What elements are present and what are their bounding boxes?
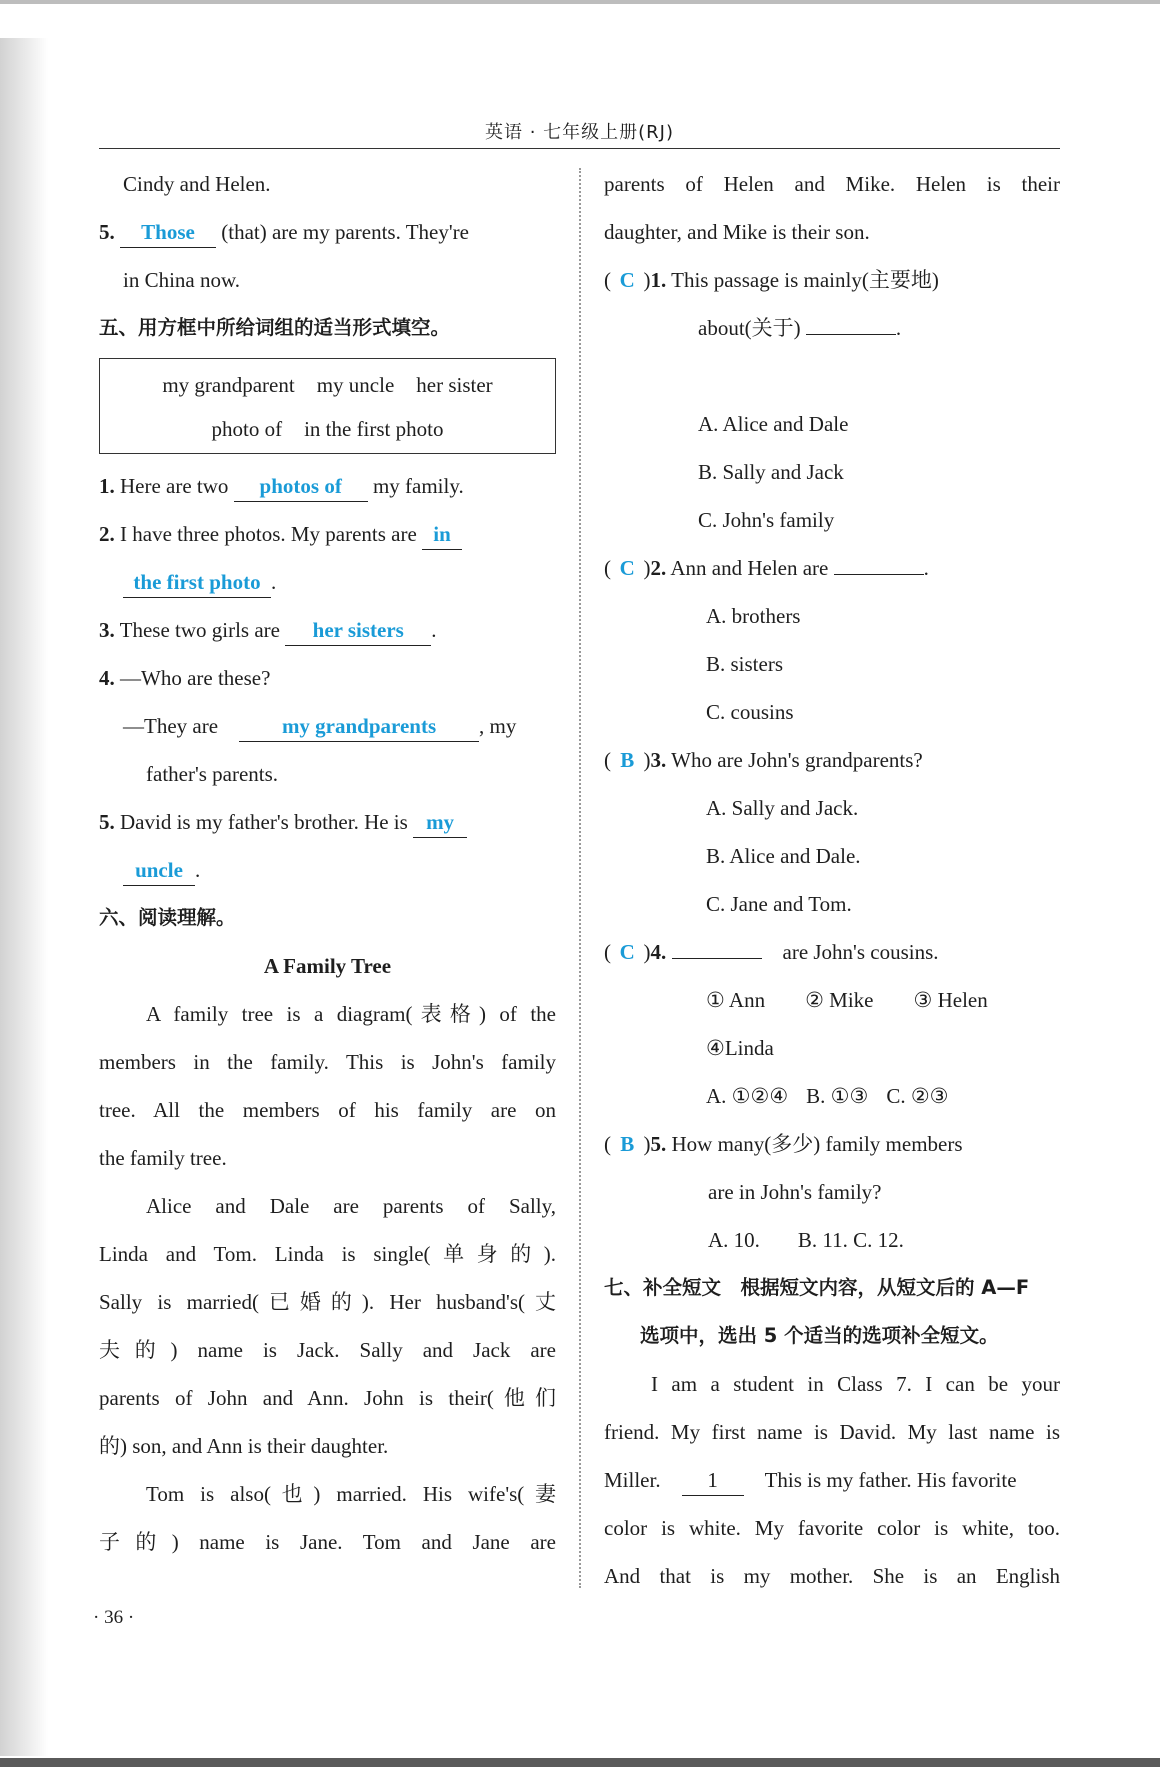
question-text: Who are John's grandparents?: [671, 748, 923, 772]
reading-question-4: ( C )4. are John's cousins.: [604, 928, 1060, 976]
passage-line: A family tree is a diagram(表格) of the: [146, 1002, 556, 1026]
answer-text: my grandparents: [281, 714, 437, 738]
name-option: ② Mike: [805, 988, 874, 1012]
question-text: about(关于): [698, 316, 801, 340]
text-line: Cindy and Helen.: [123, 172, 271, 196]
name-option: ④Linda: [706, 1036, 774, 1060]
answer-blank: [413, 807, 467, 838]
section-5-title: 五、用方框中所给词组的适当形式填空。: [99, 316, 451, 339]
word-option: her sister: [416, 373, 493, 397]
page-header: 英语 · 七年级上册(RJ): [484, 122, 675, 143]
word-box-row: [100, 409, 555, 449]
passage-line: Alice and Dale are parents of Sally,: [146, 1194, 556, 1218]
answer-text: uncle: [135, 858, 183, 882]
passage-line: 子的) name is Jane. Tom and Jane are: [99, 1530, 556, 1554]
question-text: , my: [479, 714, 517, 738]
answer-text: B: [620, 1132, 635, 1156]
fill-question-4-answer: [99, 702, 556, 750]
question-text: How many(多少) family members: [671, 1132, 963, 1156]
answer-blank: [672, 928, 762, 959]
name-option: ① Ann: [706, 988, 766, 1012]
passage-line: Sally is married(已婚的). Her husband's(丈: [99, 1290, 556, 1314]
fill-question-5-cont: uncle .: [99, 846, 556, 894]
option: C. ②③: [886, 1084, 949, 1108]
cloze-line: I am a student in Class 7. I can be your: [651, 1372, 1060, 1396]
question-number: 1.: [99, 474, 115, 498]
cloze-line: color is white. My favorite color is white, too.: [604, 1516, 1060, 1540]
option: B. 11.: [797, 1228, 848, 1252]
question-number: 4.: [99, 666, 115, 690]
reading-question-2: ( C )2. Ann and Helen are .: [604, 544, 1060, 592]
text-line: father's parents.: [146, 762, 279, 786]
question-text: Here are two: [120, 474, 229, 498]
name-option: ③ Helen: [913, 988, 988, 1012]
answer-text: the first photo: [133, 570, 261, 594]
question-number: 5.: [99, 220, 115, 244]
name-options: [604, 976, 1060, 1024]
option: B. Alice and Dale.: [706, 844, 861, 868]
option: C. cousins: [706, 700, 794, 724]
question-text: are John's cousins.: [782, 940, 939, 964]
word-box: [99, 358, 556, 454]
answer-text: B: [620, 748, 635, 772]
question-text: (that) are my parents. They're: [221, 220, 469, 244]
option: A. Sally and Jack.: [706, 796, 859, 820]
word-option: my grandparent: [162, 373, 295, 397]
passage-line: the family tree.: [99, 1146, 227, 1170]
cloze-line: [604, 1456, 1060, 1504]
answer-blank: [285, 615, 431, 646]
option: C. 12.: [853, 1228, 904, 1252]
cloze-line: And that is my mother. She is an English: [604, 1564, 1060, 1588]
question-number: 2.: [99, 522, 115, 546]
cloze-blank: [682, 1465, 744, 1496]
passage-line: parents of John and Ann. John is their(他们: [99, 1386, 556, 1410]
fill-question-5: [99, 798, 556, 846]
word-option: photo of: [211, 417, 283, 441]
option: B. ①③: [806, 1084, 869, 1108]
option: A. 10.: [708, 1228, 760, 1252]
question-text: This passage is mainly(主要地): [671, 268, 939, 292]
passage-line: members in the family. This is John's family: [99, 1050, 556, 1074]
reading-question-1: ( C )1. This passage is mainly(主要地): [604, 256, 1060, 304]
question-text: I have three photos. My parents are: [120, 522, 417, 546]
answer-blank: [239, 711, 479, 742]
question-text: —They are: [123, 714, 219, 738]
section-7-title-cont: 选项中，选出 5 个适当的选项补全短文。: [640, 1324, 999, 1347]
header-rule: [99, 148, 1060, 149]
question-number: 5.: [650, 1132, 667, 1156]
reading-question-3: ( B )3. Who are John's grandparents?: [604, 736, 1060, 784]
passage-line: 的) son, and Ann is their daughter.: [99, 1434, 389, 1458]
fill-question-1: [99, 462, 556, 510]
reading-question-5: ( B )5. How many(多少) family members: [604, 1120, 1060, 1168]
passage-title: A Family Tree: [263, 954, 392, 978]
question-text: David is my father's brother. He is: [120, 810, 408, 834]
answer-text: C: [619, 268, 635, 292]
answer-blank: [120, 217, 216, 248]
question-number: 3.: [99, 618, 115, 642]
option: B. sisters: [706, 652, 784, 676]
text-line: in China now.: [123, 268, 241, 292]
fill-question-4: [99, 654, 556, 702]
question-text: my family.: [372, 474, 464, 498]
answer-blank: [806, 304, 896, 335]
answer-text: C: [619, 940, 635, 964]
fill-question-2: [99, 510, 556, 558]
left-column: [99, 160, 556, 1566]
option: A. brothers: [706, 604, 801, 628]
answer-blank: [123, 567, 271, 598]
option: C. Jane and Tom.: [706, 892, 852, 916]
option: A. ①②④: [706, 1084, 789, 1108]
right-column: [604, 160, 1060, 1600]
section-7-title: 七、补全短文 根据短文内容，从短文后的 A—F: [604, 1276, 1030, 1299]
cloze-text: Miller.: [604, 1468, 661, 1492]
top-edge: [0, 0, 1160, 4]
passage-line: daughter, and Mike is their son.: [604, 220, 870, 244]
passage-line: tree. All the members of his family are on: [99, 1098, 556, 1122]
page-shadow: [0, 38, 48, 1756]
question-text: These two girls are: [119, 618, 280, 642]
answer-text: my: [426, 810, 455, 834]
passage-line: Tom is also(也) married. His wife's(妻: [146, 1482, 556, 1506]
question-text: are in John's family?: [708, 1180, 882, 1204]
answer-text: her sisters: [312, 618, 404, 642]
word-option: my uncle: [316, 373, 395, 397]
question-5: [99, 208, 556, 256]
cloze-text: This is my father. His favorite: [764, 1468, 1017, 1492]
passage-line: parents of Helen and Mike. Helen is their: [604, 172, 1060, 196]
fill-question-3: 3. These two girls are her sisters .: [99, 606, 556, 654]
options-row: [604, 1216, 1060, 1264]
answer-blank: [123, 855, 195, 886]
passage-line: Linda and Tom. Linda is single(单身的).: [99, 1242, 556, 1266]
answer-text: C: [619, 556, 635, 580]
answer-blank: [234, 471, 368, 502]
page-number: · 36 ·: [93, 1607, 135, 1628]
reading-question-1-cont: about(关于) .: [604, 304, 1060, 352]
answer-text: photos of: [259, 474, 342, 498]
section-6-title: 六、阅读理解。: [99, 906, 236, 929]
option: B. Sally and Jack: [698, 460, 844, 484]
answer-blank: [422, 519, 462, 550]
answer-blank: [834, 544, 924, 575]
question-number: 5.: [99, 810, 115, 834]
question-number: 1.: [650, 268, 667, 292]
blank-number: 1: [707, 1468, 718, 1492]
question-text: —Who are these?: [120, 666, 271, 690]
word-box-row: [100, 365, 555, 405]
passage-line: 夫的) name is Jack. Sally and Jack are: [99, 1338, 556, 1362]
spacer: [604, 352, 1060, 400]
question-number: 2.: [650, 556, 667, 580]
cloze-line: friend. My first name is David. My last name is: [604, 1420, 1060, 1444]
word-option: in the first photo: [304, 417, 444, 441]
fill-question-2-cont: the first photo .: [99, 558, 556, 606]
question-number: 4.: [650, 940, 667, 964]
answer-text: Those: [141, 220, 195, 244]
column-divider: [579, 168, 581, 1588]
question-number: 3.: [650, 748, 667, 772]
option: A. Alice and Dale: [698, 412, 849, 436]
bottom-edge: [0, 1758, 1160, 1767]
answer-text: in: [433, 522, 451, 546]
option: C. John's family: [698, 508, 835, 532]
question-text: Ann and Helen are: [670, 556, 829, 580]
options-row: [604, 1072, 1060, 1120]
